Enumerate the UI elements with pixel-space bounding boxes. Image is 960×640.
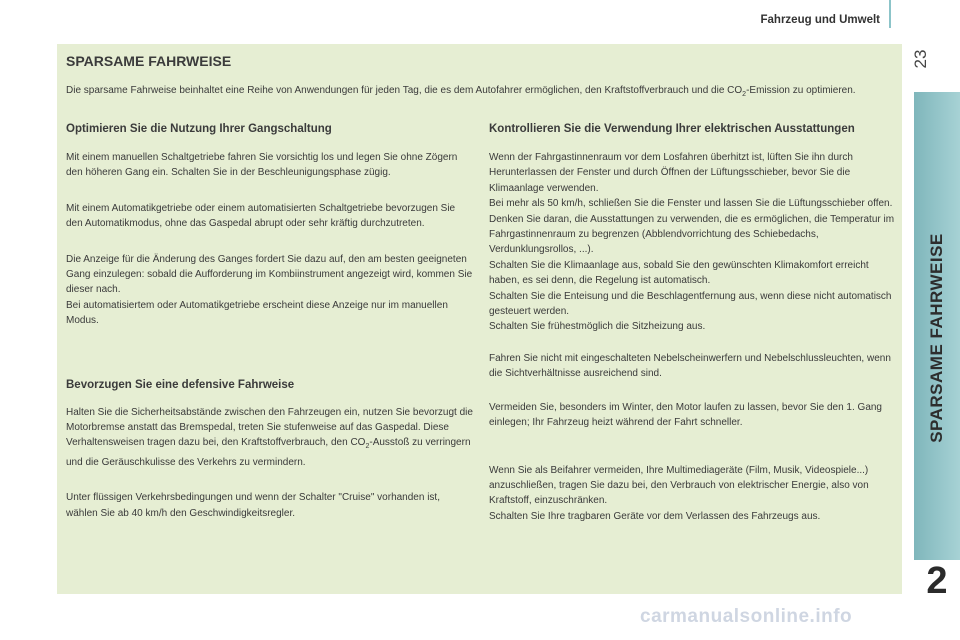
heading-gear-shifting: Optimieren Sie die Nutzung Ihrer Gangschaltung — [66, 123, 332, 135]
chapter-tab-label: SPARSAME FAHRWEISE — [927, 233, 946, 443]
heading-defensive-driving: Bevorzugen Sie eine defensive Fahrweise — [66, 378, 295, 391]
intro-paragraph — [66, 83, 892, 103]
chapter-number: 2 — [926, 560, 948, 602]
defensive-text-end: -Ausstoß zu verringern und die Geräuschkulisse des Verkehrs zu vermindern. — [66, 437, 471, 468]
section-header-title: Fahrzeug und Umwelt — [760, 14, 880, 26]
heading-electrical-equipment: Kontrollieren Sie die Verwendung Ihrer elektrischen Ausstattungen — [489, 123, 855, 135]
page-number: 23 — [911, 49, 930, 69]
defensive-paragraph-distance — [66, 405, 474, 471]
electrical-paragraph-climate: Wenn der Fahrgastinnenraum vor dem Losfahren überhitzt ist, lüften Sie ihn durch Herunterlassen der Fenster und durch Öffnen der Lüftungsschieber, bevor Sie die Klimaanlage verwenden. Bei mehr als 50 km/h, schließen Sie die Fenster und lassen Sie die Lüftungsschieber offen. Denken Sie daran, die Ausstattungen zu verwenden, die es ermöglichen, die Temperatur im Fahrgastinnenraum zu begrenzen (Abblendvorrichtung des Schiebedachs, Verdunklungsrollos, ...). Schalten Sie die Klimaanlage aus, sobald Sie den gewünschten Klimakomfort erreicht haben, es sei denn, die Regelung ist automatisch. Schalten Sie die Enteisung und die Beschlagentfernung aus, wenn diese nicht automatisch gesteuert werden. Schalten Sie frühestmöglich die Sitzheizung aus. — [489, 152, 895, 333]
gear-paragraph-automatic: Mit einem Automatikgetriebe oder einem automatisierten Schaltgetriebe bevorzugen Sie den Automatikmodus, ohne das Gaspedal abrupt oder sehr kräftig durchzutreten. — [66, 202, 456, 230]
defensive-subscript: 2 — [365, 443, 370, 451]
defensive-paragraph-cruise: Unter flüssigen Verkehrsbedingungen und wenn der Schalter "Cruise" vorhanden ist, wählen Sie ab 40 km/h den Geschwindigkeitsregler. — [66, 492, 440, 519]
gear-paragraph-manual: Mit einem manuellen Schaltgetriebe fahren Sie vorsichtig los und legen Sie ohne Zögern den höheren Gang ein. Schalten Sie in der Beschleunigungsphase zügig. — [66, 152, 458, 179]
header-divider — [889, 0, 891, 28]
electrical-paragraph-foglights: Fahren Sie nicht mit eingeschalteten Nebelscheinwerfern und Nebelschlussleuchten, wenn die Sichtverhältnisse ausreichend sind. — [489, 352, 891, 380]
defensive-text-start: Halten Sie die Sicherheitsabstände zwischen den Fahrzeugen ein, nutzen Sie bevorzugt die Motorbremse anstatt das Bremspedal, treten Sie stufenweise auf das Gaspedal. Diese Verhaltensweisen tragen dazu bei, den Kraftstoffverbrauch, den CO — [66, 406, 473, 449]
intro-text-end: -Emission zu optimieren. — [746, 85, 856, 96]
page-title: SPARSAME FAHRWEISE — [66, 53, 232, 69]
intro-subscript: 2 — [742, 91, 747, 98]
electrical-paragraph-multimedia: Wenn Sie als Beifahrer vermeiden, Ihre Multimediageräte (Film, Musik, Videospiele...) anzuschließen, tragen Sie dazu bei, den Verbrauch von elektrischer Energie, also von Kraftstoff, einzuschränken. Schalten Sie Ihre tragbaren Geräte vor dem Verlassen des Fahrzeugs aus. — [489, 464, 869, 522]
gear-paragraph-indicator: Die Anzeige für die Änderung des Ganges fordert Sie dazu auf, den am besten geeigneten Gang einzulegen: sobald die Aufforderung im Kombiinstrument angezeigt wird, kommen Sie dieser nach. Bei automatisiertem oder Automatikgetriebe erscheint diese Anzeige nur im manuellen Modus. — [66, 253, 473, 327]
watermark: carmanualsonline.info — [640, 606, 853, 627]
right-column — [489, 122, 899, 524]
electrical-paragraph-warmup: Vermeiden Sie, besonders im Winter, den Motor laufen zu lassen, bevor Sie den 1. Gang einlegen; Ihr Fahrzeug heizt während der Fahrt schneller. — [489, 401, 882, 429]
left-column — [66, 122, 474, 521]
intro-text-start: Die sparsame Fahrweise beinhaltet eine Reihe von Anwendungen für jeden Tag, die es dem Autofahrer ermöglichen, den Kraftstoffverbrauch und die CO — [66, 85, 743, 96]
